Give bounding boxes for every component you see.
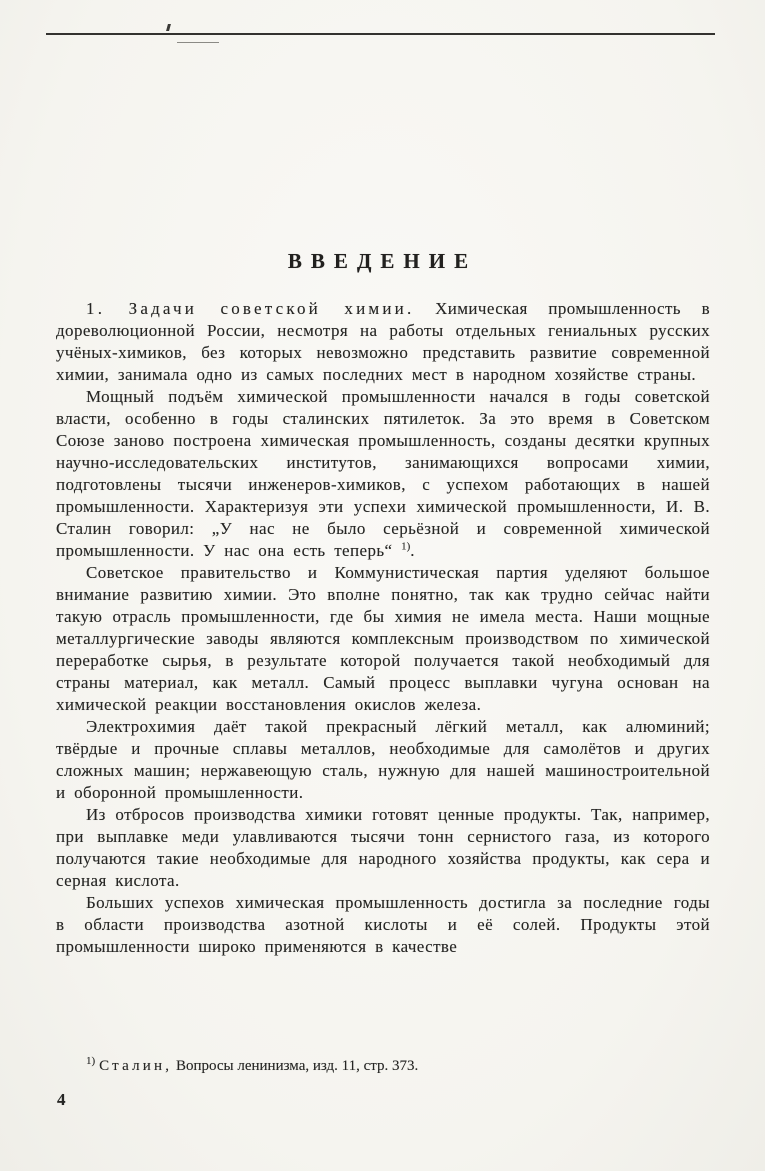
- footnote-marker: 1): [86, 1055, 96, 1067]
- paragraph-1: [56, 298, 710, 386]
- paragraph-2: [56, 386, 710, 562]
- paragraph-5: Из отбросов производства химики готовят ценные продукты. Так, например, при выплавке меди улавливаются тысячи тонн сернистого газа, из которого получаются такие необходимые для народного хозяйства продукты, как сера и серная кислота.: [56, 805, 710, 890]
- paragraph-2-after: .: [410, 541, 415, 560]
- section-heading-inline: 1. Задачи советской химии.: [86, 299, 415, 318]
- paragraph-1-text: Химическая промышленность в дореволюционной России, несмотря на работы отдельных гениальных русских учёных-химиков, без которых невозможно представить развитие современной химии, занимала одно из самых последних мест в народном хозяйстве страны.: [56, 299, 710, 384]
- paragraph-2-text: Мощный подъём химической промышленности начался в годы советской власти, особенно в годы сталинских пятилеток. За это время в Советском Союзе заново построена химическая промышленность, созданы десятки крупных научно-исследовательских институтов, занимающихся вопросами химии, подготовлены тысячи инженеров-химиков, с успехом работающих в нашей промышленности. Характеризуя эти успехи химической промышленности, И. В. Сталин говорил: „У нас не было серьёзной и современной химической промышленности. У нас она есть теперь“: [56, 387, 710, 560]
- scan-artifact: [177, 42, 219, 43]
- paragraph-4: Электрохимия даёт такой прекрасный лёгкий металл, как алюминий; твёрдые и прочные сплавы металлов, необходимые для самолётов и других сложных машин; нержавеющую сталь, нужную для нашей машиностроительной и оборонной промышленности.: [56, 717, 710, 802]
- page-number: 4: [57, 1090, 66, 1109]
- scan-artifact: [166, 24, 171, 31]
- header-rule: [46, 33, 715, 35]
- footnote-reference: 1): [401, 540, 411, 553]
- page-title: ВВЕДЕНИЕ: [287, 249, 478, 273]
- paragraph-6: Больших успехов химическая промышленность достигла за последние годы в области производства азотной кислоты и её солей. Продукты этой промышленности широко применяются в качестве: [56, 893, 710, 956]
- paragraph-3: Советское правительство и Коммунистическая партия уделяют большое внимание развитию химии. Это вполне понятно, так как трудно сейчас найти такую отрасль промышленности, где бы химия не имела места. Наши мощные металлургические заводы являются комплексным производством по химической переработке сырья, в результате которой получается такой необходимый для страны материал, как металл. Самый процесс выплавки чугуна основан на химической реакции восстановления окислов железа.: [56, 563, 710, 714]
- footnote-author: Сталин,: [99, 1058, 173, 1074]
- footnote: [56, 1056, 710, 1076]
- body-text: [56, 298, 710, 1040]
- footnote-text: Вопросы ленинизма, изд. 11, стр. 373.: [172, 1058, 419, 1074]
